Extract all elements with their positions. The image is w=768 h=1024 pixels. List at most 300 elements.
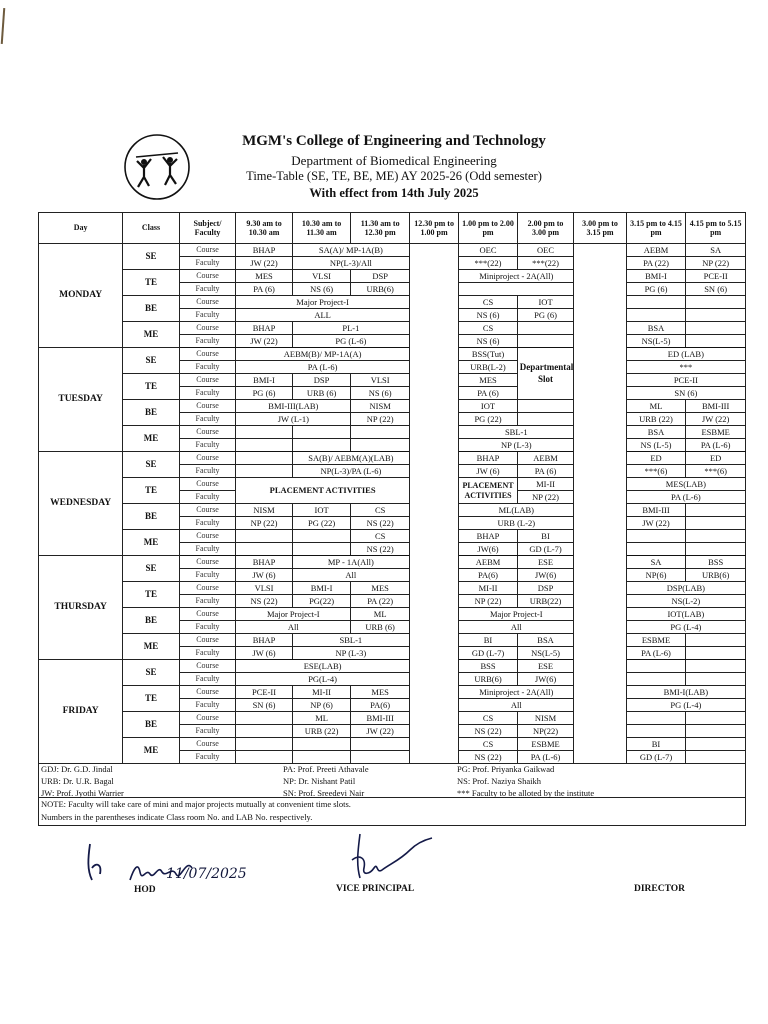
cell: CS bbox=[351, 530, 410, 543]
col-header: 2.00 pm to 3.00 pm bbox=[517, 213, 574, 244]
cell: ***(6) bbox=[626, 465, 686, 478]
cell: URB(6) bbox=[686, 569, 746, 582]
cell: OEC bbox=[517, 244, 574, 257]
cell bbox=[351, 738, 410, 751]
row-label: Course bbox=[179, 634, 236, 647]
cell: BI bbox=[517, 530, 574, 543]
cell bbox=[686, 660, 746, 673]
cell: CS bbox=[459, 738, 518, 751]
col-header: Day bbox=[39, 213, 123, 244]
table-row bbox=[39, 738, 746, 751]
cell: BMI-I bbox=[292, 582, 351, 595]
row-label: Faculty bbox=[179, 725, 236, 738]
cell bbox=[292, 426, 351, 439]
row-label: Course bbox=[179, 582, 236, 595]
cell: CS bbox=[459, 322, 518, 335]
class-label: BE bbox=[123, 296, 180, 322]
cell: URB(L-2) bbox=[459, 361, 518, 374]
row-label: Faculty bbox=[179, 491, 236, 504]
cell: PCE-II bbox=[686, 270, 746, 283]
cell: SA(B)/ AEBM(A)(LAB) bbox=[292, 452, 409, 465]
row-label: Course bbox=[179, 660, 236, 673]
legend-col-1 bbox=[41, 763, 124, 799]
cell: NISM bbox=[517, 712, 574, 725]
cell: NP (L-3) bbox=[292, 647, 409, 660]
cell: NS (22) bbox=[459, 725, 518, 738]
cell: NP (22) bbox=[686, 257, 746, 270]
cell bbox=[626, 296, 686, 309]
col-header: 3.00 pm to 3.15 pm bbox=[574, 213, 626, 244]
table-row bbox=[39, 686, 746, 699]
college-name: MGM's College of Engineering and Technology bbox=[242, 133, 546, 149]
cell: ESE bbox=[517, 556, 574, 569]
row-label: Course bbox=[179, 608, 236, 621]
cell bbox=[686, 504, 746, 517]
cell: BSS(Tut) bbox=[459, 348, 518, 361]
cell: NP(L-3)/PA (L-6) bbox=[292, 465, 409, 478]
cell: NP (22) bbox=[459, 595, 518, 608]
day-thursday: THURSDAY bbox=[39, 556, 123, 660]
row-label: Faculty bbox=[179, 569, 236, 582]
row-label: Faculty bbox=[179, 673, 236, 686]
cell: PA (L-6) bbox=[686, 439, 746, 452]
table-row bbox=[39, 374, 746, 387]
cell: PA(6) bbox=[459, 569, 518, 582]
table-row bbox=[39, 634, 746, 647]
cell: BHAP bbox=[236, 244, 293, 257]
row-label: Faculty bbox=[179, 517, 236, 530]
cell: IOT(LAB) bbox=[626, 608, 745, 621]
col-header: 11.30 am to 12.30 pm bbox=[351, 213, 410, 244]
vice-principal-label: VICE PRINCIPAL bbox=[336, 884, 415, 894]
row-label: Faculty bbox=[179, 283, 236, 296]
legend-item: JW: Prof. Jyothi Warrier bbox=[41, 788, 124, 798]
notes-box bbox=[38, 798, 746, 826]
cell: PG (22) bbox=[459, 413, 518, 426]
cell: GD (L-7) bbox=[459, 647, 518, 660]
cell bbox=[236, 738, 293, 751]
cell: Miniproject - 2A(All) bbox=[459, 270, 574, 283]
legend-item: PG: Prof. Priyanka Gaikwad bbox=[457, 764, 555, 774]
row-label: Faculty bbox=[179, 387, 236, 400]
cell: SN (6) bbox=[236, 699, 293, 712]
row-label: Faculty bbox=[179, 699, 236, 712]
table-row bbox=[39, 244, 746, 257]
cell: CS bbox=[459, 712, 518, 725]
cell: BSS bbox=[686, 556, 746, 569]
cell: NS(L-5) bbox=[626, 335, 686, 348]
department-name: Department of Biomedical Engineering bbox=[291, 153, 497, 168]
cell: GD (L-7) bbox=[626, 751, 686, 764]
cell: NISM bbox=[351, 400, 410, 413]
cell: ***(22) bbox=[459, 257, 518, 270]
cell: URB (22) bbox=[626, 413, 686, 426]
short-break-column bbox=[574, 244, 626, 764]
day-tuesday: TUESDAY bbox=[39, 348, 123, 452]
col-header: Subject/ Faculty bbox=[179, 213, 236, 244]
row-label: Faculty bbox=[179, 751, 236, 764]
cell: JW (22) bbox=[351, 725, 410, 738]
cell: URB(6) bbox=[459, 673, 518, 686]
cell: All bbox=[459, 621, 574, 634]
cell: NS (6) bbox=[459, 335, 518, 348]
row-label: Faculty bbox=[179, 257, 236, 270]
cell bbox=[686, 335, 746, 348]
table-row bbox=[39, 452, 746, 465]
cell: JW (22) bbox=[626, 517, 686, 530]
cell bbox=[626, 660, 686, 673]
class-label: SE bbox=[123, 660, 180, 686]
cell: *** bbox=[626, 361, 745, 374]
hod-label: HOD bbox=[134, 885, 156, 895]
legend-item: *** Faculty to be alloted by the institute bbox=[457, 788, 595, 798]
cell: VLSI bbox=[351, 374, 410, 387]
cell: BSA bbox=[626, 322, 686, 335]
cell: ESE bbox=[517, 660, 574, 673]
cell: IOT bbox=[292, 504, 351, 517]
cell: PCE-II bbox=[236, 686, 293, 699]
cell bbox=[236, 465, 293, 478]
row-label: Faculty bbox=[179, 465, 236, 478]
class-label: SE bbox=[123, 452, 180, 478]
cell bbox=[686, 673, 746, 686]
placement-activities-pm: PLACEMENT ACTIVITIES bbox=[459, 478, 518, 504]
cell: BMI-III bbox=[626, 504, 686, 517]
cell: MES bbox=[459, 374, 518, 387]
cell bbox=[686, 725, 746, 738]
cell: GD (L-7) bbox=[517, 543, 574, 556]
cell: ESE(LAB) bbox=[236, 660, 410, 673]
cell bbox=[686, 647, 746, 660]
cell bbox=[686, 543, 746, 556]
cell: PA (L-6) bbox=[236, 361, 410, 374]
cell: PG(22) bbox=[292, 595, 351, 608]
day-monday: MONDAY bbox=[39, 244, 123, 348]
cell: NP(L-3)/All bbox=[292, 257, 409, 270]
table-row bbox=[39, 530, 746, 543]
table-row bbox=[39, 348, 746, 361]
cell: JW(6) bbox=[459, 543, 518, 556]
cell: MI-II bbox=[292, 686, 351, 699]
cell: BHAP bbox=[236, 322, 293, 335]
class-label: TE bbox=[123, 582, 180, 608]
cell bbox=[236, 452, 293, 465]
cell: MES bbox=[351, 686, 410, 699]
cell bbox=[292, 738, 351, 751]
cell: BMI-III bbox=[351, 712, 410, 725]
cell: ML(LAB) bbox=[459, 504, 574, 517]
cell: URB (6) bbox=[351, 621, 410, 634]
cell: BI bbox=[459, 634, 518, 647]
class-label: TE bbox=[123, 478, 180, 504]
cell: NS (6) bbox=[351, 387, 410, 400]
day-friday: FRIDAY bbox=[39, 660, 123, 764]
cell bbox=[292, 543, 351, 556]
row-label: Course bbox=[179, 686, 236, 699]
cell: Miniproject - 2A(All) bbox=[459, 686, 574, 699]
cell: JW (22) bbox=[236, 257, 293, 270]
cell: SN (6) bbox=[626, 387, 745, 400]
col-header: 3.15 pm to 4.15 pm bbox=[626, 213, 686, 244]
class-label: BE bbox=[123, 712, 180, 738]
cell bbox=[626, 712, 686, 725]
cell bbox=[686, 634, 746, 647]
cell: ML bbox=[626, 400, 686, 413]
cell: ***(22) bbox=[517, 257, 574, 270]
cell: AEBM(B)/ MP-1A(A) bbox=[236, 348, 410, 361]
cell: DSP bbox=[351, 270, 410, 283]
timetable bbox=[38, 212, 746, 764]
col-header: Class bbox=[123, 213, 180, 244]
legend-item: PA: Prof. Preeti Athavale bbox=[283, 764, 369, 774]
cell bbox=[236, 426, 293, 439]
row-label: Course bbox=[179, 322, 236, 335]
cell: MES bbox=[236, 270, 293, 283]
table-row bbox=[39, 504, 746, 517]
cell: PG (6) bbox=[517, 309, 574, 322]
cell: PCE-II bbox=[626, 374, 745, 387]
cell: SN (6) bbox=[686, 283, 746, 296]
legend-col-2 bbox=[283, 763, 369, 799]
timetable-title: Time-Table (SE, TE, BE, ME) AY 2025-26 (Odd semester) bbox=[246, 169, 542, 183]
row-label: Faculty bbox=[179, 621, 236, 634]
class-label: ME bbox=[123, 322, 180, 348]
cell: PG (22) bbox=[292, 517, 351, 530]
table-row bbox=[39, 322, 746, 335]
class-label: ME bbox=[123, 426, 180, 452]
class-label: BE bbox=[123, 608, 180, 634]
cell: URB(6) bbox=[351, 283, 410, 296]
cell: NS(L-2) bbox=[626, 595, 745, 608]
cell bbox=[686, 322, 746, 335]
cell bbox=[517, 335, 574, 348]
row-label: Faculty bbox=[179, 335, 236, 348]
cell: ESBME bbox=[517, 738, 574, 751]
cell: PG(L-4) bbox=[236, 673, 410, 686]
effective-date: With effect from 14th July 2025 bbox=[309, 186, 479, 200]
col-header: 10.30 am to 11.30 am bbox=[292, 213, 351, 244]
cell: BSA bbox=[517, 634, 574, 647]
cell: SBL-1 bbox=[292, 634, 409, 647]
cell: All bbox=[292, 569, 409, 582]
table-row bbox=[39, 582, 746, 595]
cell: MI-II bbox=[459, 582, 518, 595]
cell: SA bbox=[686, 244, 746, 257]
cell: PG (L-4) bbox=[626, 699, 745, 712]
cell: OEC bbox=[459, 244, 518, 257]
cell: VLSI bbox=[236, 582, 293, 595]
table-row bbox=[39, 296, 746, 309]
cell: NP (6) bbox=[292, 699, 351, 712]
cell: JW (L-1) bbox=[236, 413, 351, 426]
cell: BMI-III(LAB) bbox=[236, 400, 351, 413]
class-label: ME bbox=[123, 738, 180, 764]
cell: AEBM bbox=[517, 452, 574, 465]
class-label: SE bbox=[123, 348, 180, 374]
cell bbox=[686, 517, 746, 530]
cell: URB (6) bbox=[292, 387, 351, 400]
cell bbox=[236, 712, 293, 725]
row-label: Course bbox=[179, 452, 236, 465]
col-header: 4.15 pm to 5.15 pm bbox=[686, 213, 746, 244]
cell: NS (22) bbox=[351, 543, 410, 556]
note-line: NOTE: Faculty will take care of mini and major projects mutually at convenient time slots. bbox=[41, 799, 351, 809]
cell: CS bbox=[459, 296, 518, 309]
cell: MI-II bbox=[517, 478, 574, 491]
cell: BMI-I bbox=[236, 374, 293, 387]
legend-item: NP: Dr. Nishant Patil bbox=[283, 776, 356, 786]
class-label: SE bbox=[123, 244, 180, 270]
cell: ED bbox=[686, 452, 746, 465]
cell: JW (6) bbox=[236, 647, 293, 660]
cell: BSA bbox=[626, 426, 686, 439]
row-label: Course bbox=[179, 270, 236, 283]
cell: NP(22) bbox=[517, 725, 574, 738]
cell: PG (L-6) bbox=[292, 335, 409, 348]
row-label: Faculty bbox=[179, 595, 236, 608]
row-label: Faculty bbox=[179, 361, 236, 374]
cell bbox=[517, 400, 574, 413]
cell: JW (22) bbox=[236, 335, 293, 348]
cell: SA bbox=[626, 556, 686, 569]
cell: ML bbox=[292, 712, 351, 725]
cell bbox=[626, 309, 686, 322]
cell: PG (6) bbox=[626, 283, 686, 296]
cell: ESBME bbox=[686, 426, 746, 439]
timetable-header-row bbox=[39, 213, 746, 244]
cell: JW(6) bbox=[517, 569, 574, 582]
row-label: Course bbox=[179, 374, 236, 387]
table-row bbox=[39, 270, 746, 283]
placement-activities: PLACEMENT ACTIVITIES bbox=[236, 478, 410, 504]
row-label: Course bbox=[179, 296, 236, 309]
cell: All bbox=[236, 621, 351, 634]
class-label: ME bbox=[123, 530, 180, 556]
cell: NS(L-5) bbox=[517, 647, 574, 660]
row-label: Faculty bbox=[179, 309, 236, 322]
cell: PG (L-4) bbox=[626, 621, 745, 634]
cell: Major Project-I bbox=[459, 608, 574, 621]
class-label: TE bbox=[123, 270, 180, 296]
cell: DSP(LAB) bbox=[626, 582, 745, 595]
cell bbox=[236, 543, 293, 556]
cell: NP (22) bbox=[236, 517, 293, 530]
legend-item: NS: Prof. Naziya Shaikh bbox=[457, 776, 542, 786]
col-header: 12.30 pm to 1.00 pm bbox=[409, 213, 458, 244]
row-label: Course bbox=[179, 244, 236, 257]
row-label: Faculty bbox=[179, 439, 236, 452]
cell: URB (L-2) bbox=[459, 517, 574, 530]
cell: BHAP bbox=[459, 530, 518, 543]
row-label: Course bbox=[179, 504, 236, 517]
cell: ED (LAB) bbox=[626, 348, 745, 361]
cell: JW (6) bbox=[459, 465, 518, 478]
cell: DSP bbox=[517, 582, 574, 595]
cell: NS (L-5) bbox=[626, 439, 686, 452]
cell: PA (22) bbox=[351, 595, 410, 608]
cell: ED bbox=[626, 452, 686, 465]
cell bbox=[236, 725, 293, 738]
cell bbox=[686, 712, 746, 725]
row-label: Course bbox=[179, 712, 236, 725]
col-header: 9.30 am to 10.30 am bbox=[236, 213, 293, 244]
row-label: Course bbox=[179, 478, 236, 491]
cell: Major Project-I bbox=[236, 608, 351, 621]
cell: BHAP bbox=[459, 452, 518, 465]
legend-col-3 bbox=[457, 763, 594, 799]
class-label: BE bbox=[123, 400, 180, 426]
class-label: BE bbox=[123, 504, 180, 530]
row-label: Faculty bbox=[179, 647, 236, 660]
legend-item: SN: Prof. Sreedevi Nair bbox=[283, 788, 365, 798]
cell bbox=[459, 283, 574, 296]
cell: BHAP bbox=[236, 556, 293, 569]
cell: ***(6) bbox=[686, 465, 746, 478]
table-row bbox=[39, 608, 746, 621]
cell: Major Project-I bbox=[236, 296, 410, 309]
cell bbox=[626, 543, 686, 556]
departmental-slot: Departmental Slot bbox=[517, 348, 574, 400]
cell: NISM bbox=[236, 504, 293, 517]
cell bbox=[351, 426, 410, 439]
class-label: TE bbox=[123, 374, 180, 400]
cell bbox=[686, 530, 746, 543]
class-label: TE bbox=[123, 686, 180, 712]
cell: All bbox=[459, 699, 574, 712]
cell bbox=[517, 322, 574, 335]
cell: PA (L-6) bbox=[626, 647, 686, 660]
cell: ESBME bbox=[626, 634, 686, 647]
vice-principal-signature bbox=[346, 830, 436, 886]
cell: DSP bbox=[292, 374, 351, 387]
class-label: SE bbox=[123, 556, 180, 582]
cell: MP - 1A(All) bbox=[292, 556, 409, 569]
cell: PA (22) bbox=[626, 257, 686, 270]
row-label: Course bbox=[179, 400, 236, 413]
cell: PA (L-6) bbox=[517, 751, 574, 764]
cell: SBL-1 bbox=[459, 426, 574, 439]
cell: NP (22) bbox=[351, 413, 410, 426]
cell: NP(6) bbox=[626, 569, 686, 582]
row-label: Faculty bbox=[179, 543, 236, 556]
cell: BI bbox=[626, 738, 686, 751]
cell bbox=[292, 530, 351, 543]
cell: BMI-I(LAB) bbox=[626, 686, 745, 699]
class-label: ME bbox=[123, 634, 180, 660]
cell bbox=[686, 738, 746, 751]
row-label: Course bbox=[179, 556, 236, 569]
cell: BMI-III bbox=[686, 400, 746, 413]
cell: VLSI bbox=[292, 270, 351, 283]
cell: AEBM bbox=[459, 556, 518, 569]
table-row bbox=[39, 556, 746, 569]
table-row bbox=[39, 426, 746, 439]
cell: IOT bbox=[459, 400, 518, 413]
cell: PA (6) bbox=[517, 465, 574, 478]
cell: AEBM bbox=[626, 244, 686, 257]
cell bbox=[686, 296, 746, 309]
cell: NP (22) bbox=[517, 491, 574, 504]
cell: BSS bbox=[459, 660, 518, 673]
cell bbox=[626, 673, 686, 686]
lunch-break-column bbox=[409, 244, 458, 764]
cell bbox=[626, 725, 686, 738]
cell: JW (6) bbox=[236, 569, 293, 582]
cell: URB(22) bbox=[517, 595, 574, 608]
cell: SA(A)/ MP-1A(B) bbox=[292, 244, 409, 257]
row-label: Course bbox=[179, 426, 236, 439]
row-label: Course bbox=[179, 348, 236, 361]
